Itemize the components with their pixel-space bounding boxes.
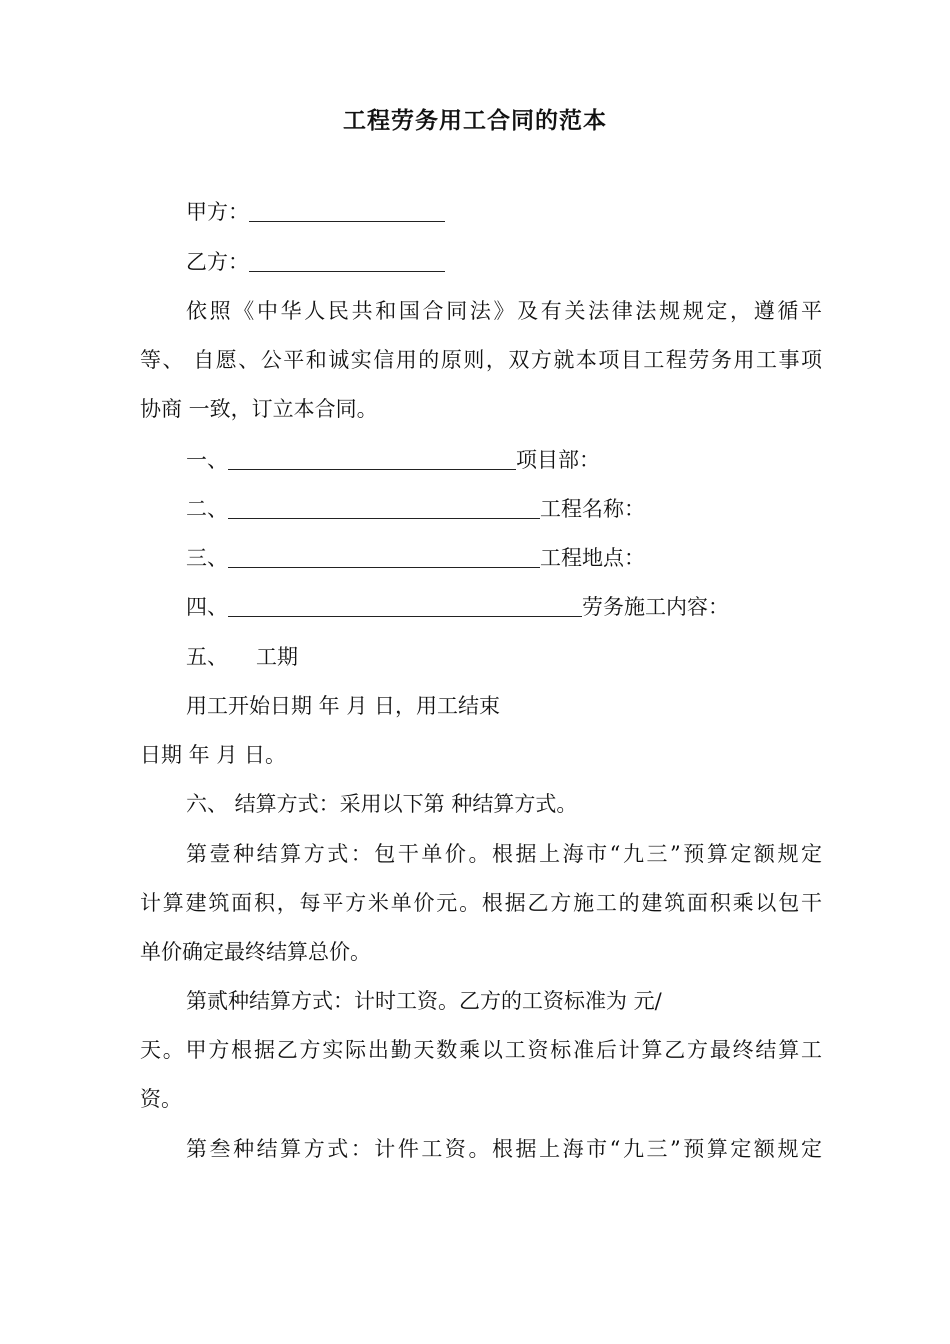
party-b-label: 乙方： <box>186 250 249 274</box>
party-b-blank <box>249 249 445 272</box>
project-location-blank <box>228 545 540 568</box>
settlement-heading: 六、 结算方式：采用以下第 种结算方式。 <box>186 792 578 816</box>
labor-content-blank <box>228 594 582 617</box>
preamble-line-3: 协商 一致，订立本合同。 <box>140 397 378 421</box>
item-labor-content <box>186 593 729 621</box>
method1-line-1: 第壹种结算方式：包干单价。根据上海市“九三”预算定额规定 <box>186 842 822 866</box>
item-label: 工程名称： <box>540 497 645 521</box>
item-label: 劳务施工内容： <box>582 595 729 619</box>
party-a-line <box>186 198 445 226</box>
method1-line-3: 单价确定最终结算总价。 <box>140 940 371 964</box>
item-project-department <box>186 446 600 474</box>
method2-line-1: 第贰种结算方式：计时工资。乙方的工资标准为 元/ <box>186 989 662 1013</box>
party-b-line <box>186 248 445 276</box>
item-label: 项目部： <box>516 448 600 472</box>
document-title: 工程劳务用工合同的范本 <box>343 108 607 134</box>
item-project-name <box>186 495 645 523</box>
method2-line-3: 资。 <box>140 1087 182 1111</box>
period-line-2: 日期 年 月 日。 <box>140 743 287 767</box>
method2-line-2: 天。甲方根据乙方实际出勤天数乘以工资标准后计算乙方最终结算工 <box>140 1038 822 1062</box>
item-number: 四、 <box>186 595 228 619</box>
item-label: 工期 <box>256 645 298 669</box>
party-a-label: 甲方： <box>186 200 249 224</box>
item-label: 工程地点： <box>540 546 645 570</box>
period-line-1: 用工开始日期 年 月 日，用工结束 <box>186 694 501 718</box>
preamble-line-1: 依照《中华人民共和国合同法》及有关法律法规规定，遵循平 <box>186 299 822 323</box>
preamble-line-2: 等、 自愿、公平和诚实信用的原则，双方就本项目工程劳务用工事项 <box>140 348 822 372</box>
party-a-blank <box>249 199 445 222</box>
item-project-location <box>186 544 645 572</box>
item-number: 二、 <box>186 497 228 521</box>
project-name-blank <box>228 496 540 519</box>
project-department-blank <box>228 447 516 470</box>
method1-line-2: 计算建筑面积，每平方米单价元。根据乙方施工的建筑面积乘以包干 <box>140 891 822 915</box>
item-number: 一、 <box>186 448 228 472</box>
item-number: 五、 <box>186 645 228 669</box>
item-construction-period <box>186 643 298 671</box>
method3-line-1: 第叁种结算方式：计件工资。根据上海市“九三”预算定额规定 <box>186 1137 822 1161</box>
item-number: 三、 <box>186 546 228 570</box>
